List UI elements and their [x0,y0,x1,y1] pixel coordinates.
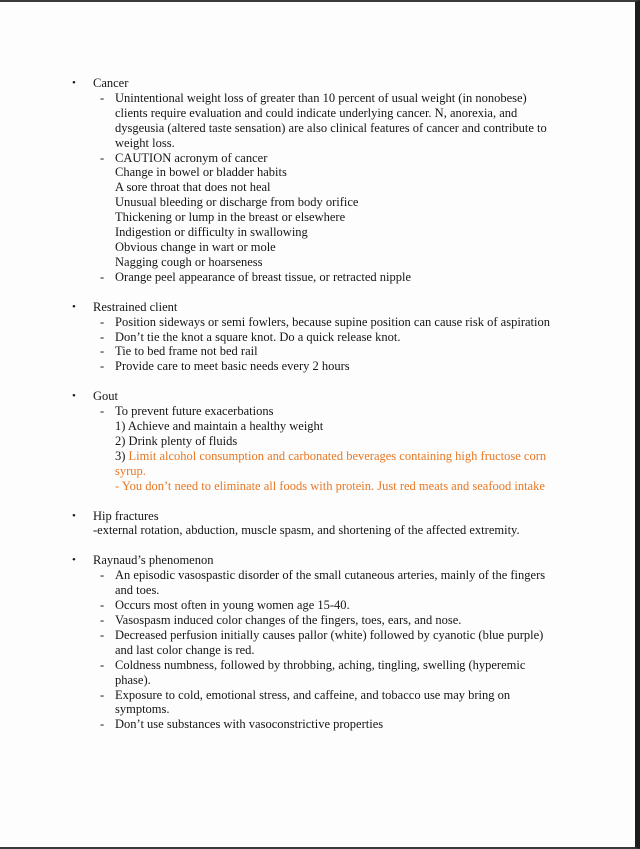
dash-marker: - [100,687,105,702]
text-segment: CAUTION acronym of cancer [115,150,268,165]
item-text [115,419,560,434]
text-segment: Orange peel appearance of breast tissue, or retracted nipple [115,269,412,284]
text-segment: Change in bowel or bladder habits [115,165,287,180]
text-segment: - You don’t need to eliminate all foods with protein. Just red meats and seafood intake [115,478,545,493]
dash-marker: - [100,314,105,329]
dash-marker: - [100,598,105,613]
text-segment: Thickening or lump in the breast or elsewhere [115,210,346,225]
bullet-icon: • [72,390,76,403]
text-segment: Coldness numbness, followed by throbbing, aching, tingling, swelling (hyperemic phase). [115,657,526,687]
section-title: Hip fractures [93,508,159,523]
list-item [100,270,635,285]
dash-marker: - [100,344,105,359]
list-item [100,151,635,166]
list-item [100,315,635,330]
list-item [100,434,635,449]
text-segment: To prevent future exacerbations [115,404,274,419]
text-segment: Decreased perfusion initially causes pallor (white) followed by cyanotic (blue purple) and last color change is red. [115,627,544,657]
text-segment: Provide care to meet basic needs every 2 hours [115,359,350,374]
list-item [100,568,635,598]
list-item [100,240,635,255]
list-item [93,523,635,538]
dash-marker: - [100,404,105,419]
dash-marker: - [100,90,105,105]
item-text [115,270,560,285]
item-text [115,598,560,613]
section-gout [72,389,635,493]
dash-marker: - [100,329,105,344]
list-item [100,165,635,180]
text-segment: Position sideways or semi fowlers, because supine position can cause risk of aspiration [115,314,550,329]
list-item [100,195,635,210]
item-text [115,240,560,255]
list-item [100,598,635,613]
bullet-icon: • [72,300,76,313]
section-title-row [72,509,635,524]
item-text [115,195,560,210]
item-text [115,658,560,688]
section-title-row [72,553,635,568]
list-item [100,419,635,434]
bullet-icon: • [72,509,76,522]
list-item [100,613,635,628]
text-segment: 1) Achieve and maintain a healthy weight [115,419,324,434]
list-item [100,658,635,688]
section-title-row [72,300,635,315]
item-text [115,434,560,449]
item-text [115,449,560,479]
bullet-icon: • [72,554,76,567]
item-text [115,717,560,732]
list-item [100,180,635,195]
item-text [115,404,560,419]
section-title-row [72,389,635,404]
notes-content [0,2,635,732]
section-title: Restrained client [93,299,178,314]
dash-marker: - [100,568,105,583]
text-segment: Nagging cough or hoarseness [115,254,263,269]
text-segment: An episodic vasospastic disorder of the small cutaneous arteries, mainly of the fingers and toes. [115,568,546,598]
text-segment: Don’t use substances with vasoconstrictive properties [115,717,384,732]
section-hip-fractures [72,509,635,539]
dash-marker: - [100,613,105,627]
dash-marker: - [100,359,105,374]
text-segment: Vasospasm induced color changes of the fingers, toes, ears, and nose. [115,613,462,627]
list-item [100,479,635,494]
item-text [115,628,560,658]
dash-marker: - [100,657,105,672]
section-raynauds-phenomenon [72,553,635,732]
text-segment: 2) Drink plenty of fluids [115,433,238,448]
item-text [115,255,560,270]
section-title: Cancer [93,76,129,90]
item-text [115,688,560,718]
item-text [115,180,560,195]
item-text [115,165,560,180]
text-segment: -external rotation, abduction, muscle spasm, and shortening of the affected extremity. [93,523,520,538]
item-text [115,91,560,151]
item-text [115,315,560,330]
item-text [115,344,560,359]
item-text [115,151,560,166]
item-text [115,568,560,598]
text-segment: A sore throat that does not heal [115,180,271,195]
item-text [115,359,560,374]
section-cancer [72,76,635,285]
section-restrained-client [72,300,635,375]
text-segment: 3) [115,448,129,463]
list-item [100,330,635,345]
text-segment: Unintentional weight loss of greater than 10 percent of usual weight (in nonobese) clients require evaluation and could indicate underlying cancer. N, anorexia, and dysgeusia (altered taste sensation) are also clinical features of cancer and contribute to weight loss. [115,90,547,150]
text-segment: Obvious change in wart or mole [115,239,276,254]
list-item [100,210,635,225]
item-text [115,225,560,240]
text-segment: Unusual bleeding or discharge from body orifice [115,195,359,210]
text-segment: Limit alcohol consumption and carbonated beverages containing high fructose corn syrup. [115,448,547,478]
list-item [100,225,635,240]
list-item [100,717,635,732]
list-item [100,449,635,479]
dash-marker: - [100,150,105,165]
text-segment: Tie to bed frame not bed rail [115,344,258,359]
list-item [100,404,635,419]
item-text [115,210,560,225]
text-segment: Don’t tie the knot a square knot. Do a quick release knot. [115,329,401,344]
bullet-icon: • [72,77,76,89]
text-segment: Occurs most often in young women age 15-40. [115,598,350,613]
item-text [115,330,560,345]
list-item [100,344,635,359]
item-text [115,613,560,628]
list-item [100,688,635,718]
dash-marker: - [100,717,105,732]
list-item [100,255,635,270]
dash-marker: - [100,627,105,642]
list-item [100,628,635,658]
text-segment: Indigestion or difficulty in swallowing [115,225,308,240]
dash-marker: - [100,269,105,284]
list-item [100,91,635,151]
section-title: Gout [93,389,118,404]
section-title: Raynaud’s phenomenon [93,553,214,568]
section-title-row [72,76,635,91]
text-segment: Exposure to cold, emotional stress, and caffeine, and tobacco use may bring on symptoms. [115,687,511,717]
list-item [100,359,635,374]
item-text [93,523,563,538]
item-text [115,479,560,494]
